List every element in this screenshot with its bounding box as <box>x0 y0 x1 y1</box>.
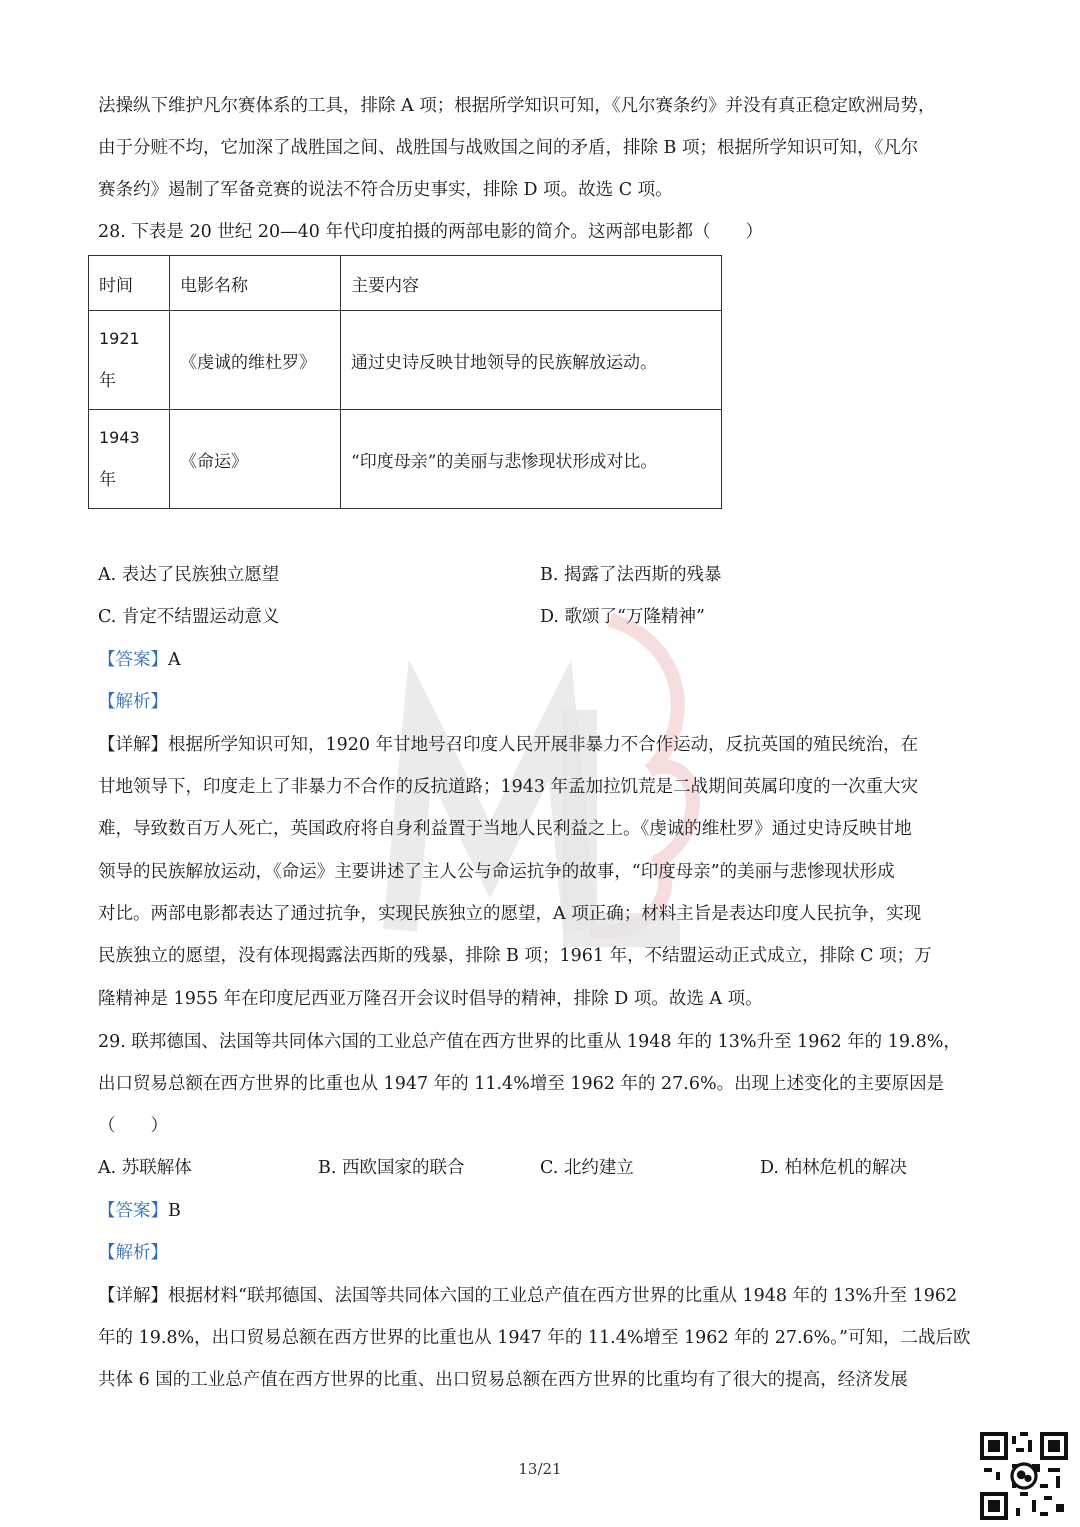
q28-film-table <box>88 255 722 509</box>
intro-line-1: 法操纵下维护凡尔赛体系的工具，排除 A 项；根据所学知识可知，《凡尔赛条约》并没有真正稳定欧洲局势， <box>98 96 936 116</box>
q29-option-a: A. 苏联解体 <box>98 1158 192 1178</box>
page-number: 13/21 <box>518 1460 562 1478</box>
q28-detail-line-4: 领导的民族解放运动，《命运》主要讲述了主人公与命运抗争的故事，“印度母亲”的美丽与悲惨现状形成 <box>98 862 895 882</box>
detail-text: 根据材料“联邦德国、法国等共同体六国的工业总产值在西方世界的比重从 1948 年的 13%升至 1962 <box>168 1286 958 1306</box>
table-cell-content: “印度母亲”的美丽与悲惨现状形成对比。 <box>341 410 722 509</box>
q28-detail-line-6: 民族独立的愿望，没有体现揭露法西斯的残暴，排除 B 项；1961 年，不结盟运动正式成立，排除 C 项；万 <box>98 946 932 966</box>
answer-value: B <box>168 1201 181 1221</box>
detail-tag: 【详解】 <box>98 735 168 755</box>
answer-tag: 【答案】 <box>98 1201 168 1221</box>
q28-detail-line-1 <box>98 734 918 756</box>
detail-text: 根据所学知识可知，1920 年甘地号召印度人民开展非暴力不合作运动，反抗英国的殖民统治，在 <box>168 735 919 755</box>
year-value: 1943 <box>99 428 140 447</box>
year-unit: 年 <box>99 470 116 490</box>
q29-option-b: B. 西欧国家的联合 <box>318 1158 465 1178</box>
intro-line-2: 由于分赃不均，它加深了战胜国之间、战胜国与战败国之间的矛盾，排除 B 项；根据所学知识可知，《凡尔 <box>98 138 919 158</box>
q29-stem-line-2: 出口贸易总额在西方世界的比重也从 1947 年的 11.4%增至 1962 年的 27.6%。出现上述变化的主要原因是 <box>98 1074 945 1094</box>
q29-detail-line-1 <box>98 1285 957 1307</box>
intro-line-3: 赛条约》遏制了军备竞赛的说法不符合历史事实，排除 D 项。故选 C 项。 <box>98 180 673 200</box>
q29-option-d: D. 柏林危机的解决 <box>760 1158 908 1178</box>
q29-option-c: C. 北约建立 <box>540 1158 634 1178</box>
q29-answer <box>98 1200 181 1222</box>
detail-tag: 【详解】 <box>98 1286 168 1306</box>
table-row <box>89 410 722 509</box>
q28-option-c: C. 肯定不结盟运动意义 <box>98 607 280 627</box>
q28-detail-line-5: 对比。两部电影都表达了通过抗争，实现民族独立的愿望，A 项正确；材料主旨是表达印度人民抗争，实现 <box>98 904 922 924</box>
answer-value: A <box>168 650 181 670</box>
q28-detail-line-7: 隆精神是 1955 年在印度尼西亚万隆召开会议时倡导的精神，排除 D 项。故选 A 项。 <box>98 989 763 1009</box>
q28-detail-line-2: 甘地领导下，印度走上了非暴力不合作的反抗道路；1943 年孟加拉饥荒是二战期间英属印度的一次重大灾 <box>98 777 919 797</box>
q28-option-d: D. 歌颂了“万隆精神” <box>540 607 705 627</box>
table-header-time: 时间 <box>89 256 170 311</box>
q29-analysis-tag: 【解析】 <box>98 1243 168 1263</box>
q28-option-b: B. 揭露了法西斯的残暴 <box>540 565 722 585</box>
q29-stem-line-3: （ ） <box>98 1116 168 1136</box>
table-cell-content: 通过史诗反映甘地领导的民族解放运动。 <box>341 311 722 410</box>
table-cell-title: 《命运》 <box>170 410 341 509</box>
q29-detail-line-3: 共体 6 国的工业总产值在西方世界的比重、出口贸易总额在西方世界的比重均有了很大的提高，经济发展 <box>98 1370 908 1390</box>
q28-detail-line-3: 难，导致数百万人死亡，英国政府将自身利益置于当地人民利益之上。《虔诚的维杜罗》通过史诗反映甘地 <box>98 819 912 839</box>
q28-analysis-tag: 【解析】 <box>98 692 168 712</box>
q29-stem-line-1: 29. 联邦德国、法国等共同体六国的工业总产值在西方世界的比重从 1948 年的 13%升至 1962 年的 19.8%， <box>98 1032 961 1052</box>
table-header-film: 电影名称 <box>170 256 341 311</box>
table-header-content: 主要内容 <box>341 256 722 311</box>
table-cell-title: 《虔诚的维杜罗》 <box>170 311 341 410</box>
q28-stem: 28. 下表是 20 世纪 20—40 年代印度拍摄的两部电影的简介。这两部电影都（ ） <box>98 222 763 242</box>
table-cell-year <box>89 311 170 410</box>
q28-answer <box>98 649 181 671</box>
table-cell-year <box>89 410 170 509</box>
qr-code-icon <box>980 1432 1068 1520</box>
q29-detail-line-2: 年的 19.8%，出口贸易总额在西方世界的比重也从 1947 年的 11.4%增至 1962 年的 27.6%。”可知，二战后欧 <box>98 1328 971 1348</box>
year-unit: 年 <box>99 371 116 391</box>
year-value: 1921 <box>99 329 140 348</box>
q28-option-a: A. 表达了民族独立愿望 <box>98 565 280 585</box>
answer-tag: 【答案】 <box>98 650 168 670</box>
table-row <box>89 311 722 410</box>
